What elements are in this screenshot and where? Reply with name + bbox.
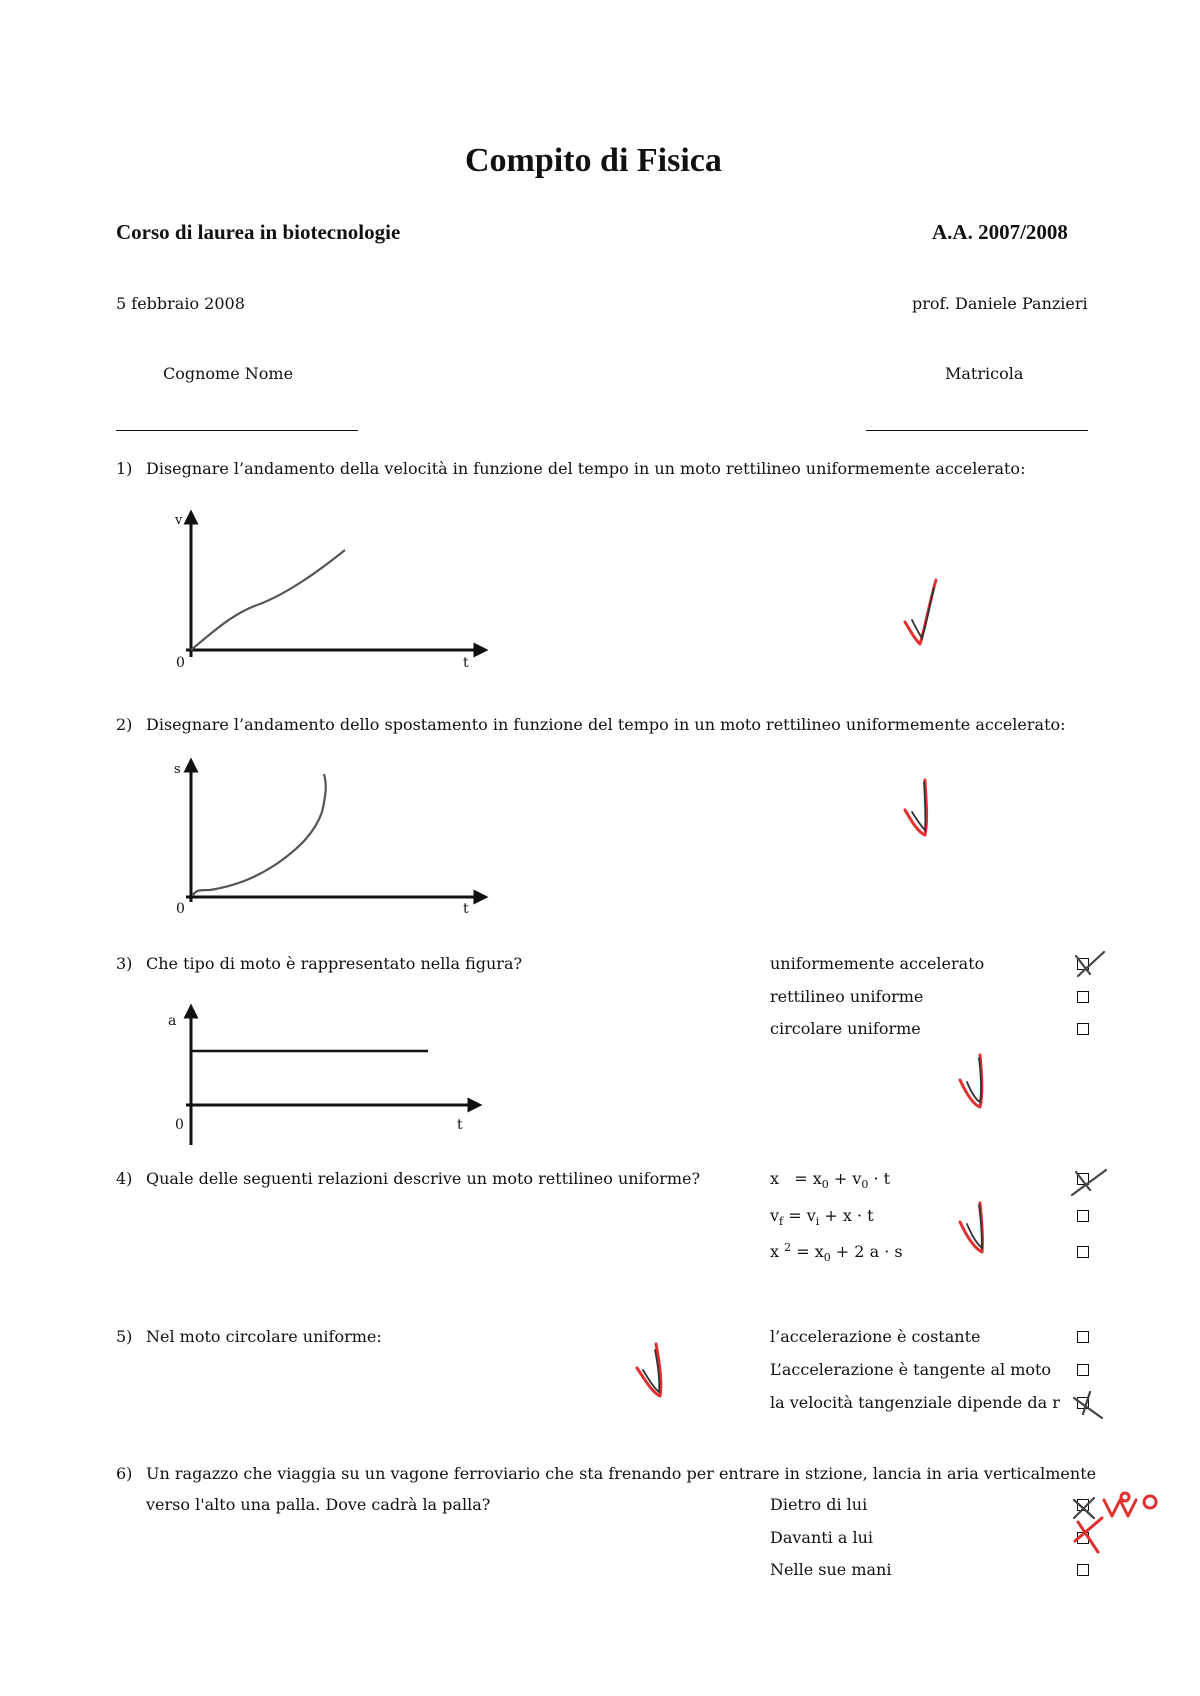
question-6-number: 6) [116,1464,133,1483]
q6-option-2-checkbox[interactable] [1077,1532,1089,1544]
question-2-number: 2) [116,715,133,734]
q5-option-3-checkbox[interactable] [1077,1397,1089,1409]
q1-student-velocity-line [191,550,345,650]
q3-check-overlay [967,1058,981,1102]
q2-check-overlay [912,782,925,830]
q6-option-2-label: Davanti a lui [770,1528,874,1547]
q3-y-axis-label: a [168,1013,177,1029]
question-3-number: 3) [116,954,133,973]
exam-date: 5 febbraio 2008 [116,294,245,313]
q3-option-2-checkbox[interactable] [1077,991,1089,1003]
q2-x-axis-label: t [463,901,469,917]
q1-grader-check-icon [905,580,936,644]
q1-y-axis-label: v [175,513,183,528]
q4-grader-check-icon [960,1203,982,1252]
q4-option-2-formula: $v_f = v_i + x \cdot t$ [770,1206,874,1228]
q1-check-overlay [912,588,934,638]
q5-option-1-label: l’accelerazione è costante [770,1327,981,1346]
q3-origin-label: 0 [175,1117,184,1133]
question-6-text-line-2: verso l'alto una palla. Dove cadrà la palla? [146,1495,491,1514]
question-1-number: 1) [116,459,133,478]
question-1-text: Disegnare l’andamento della velocità in funzione del tempo in un moto rettilineo uniformemente accelerato: [146,459,1026,478]
question-6-text-line-1: Un ragazzo che viaggia su un vagone ferroviario che sta frenando per entrare in stzione, lancia in aria verticalmente [146,1464,1097,1483]
question-5-number: 5) [116,1327,133,1346]
q2-origin-label: 0 [176,901,185,917]
q5-option-3-label: la velocità tangenziale dipende da r [770,1393,1060,1412]
question-4-text: Quale delle seguenti relazioni descrive un moto rettilineo uniforme? [146,1169,701,1188]
question-4-number: 4) [116,1169,133,1188]
q3-option-3-label: circolare uniforme [770,1019,921,1038]
q6-grader-annotation-icon [1104,1493,1156,1516]
q4-option-2-checkbox[interactable] [1077,1210,1089,1222]
q5-option-2-checkbox[interactable] [1077,1364,1089,1376]
q2-displacement-graph [186,762,484,902]
q3-grader-check-icon [960,1055,982,1107]
q5-option-1-checkbox[interactable] [1077,1331,1089,1343]
q3-x-axis-label: t [457,1117,463,1133]
q2-grader-check-icon [905,780,927,835]
student-id-field[interactable] [866,430,1088,431]
question-3-text: Che tipo di moto è rappresentato nella figura? [146,954,523,973]
surname-name-field[interactable] [116,430,358,431]
page-title: Compito di Fisica [465,142,722,179]
q1-x-axis-label: t [463,655,469,671]
q1-origin-label: 0 [176,655,185,671]
q1-velocity-graph [186,514,484,657]
q4-option-1-formula: $x = x_0 + v_0 \cdot t$ [770,1169,891,1191]
q6-option-1-label: Dietro di lui [770,1495,868,1514]
question-5-text: Nel moto circolare uniforme: [146,1327,382,1346]
professor-name: prof. Daniele Panzieri [912,294,1088,313]
surname-name-label: Cognome Nome [163,364,294,383]
q5-check-overlay [643,1350,659,1392]
q5-grader-check-icon [637,1344,661,1396]
q2-student-displacement-curve [193,774,326,895]
q4-option-3-formula: x $^2 = x_0 + 2$ a · s [770,1241,903,1264]
q4-option-1-checkbox[interactable] [1077,1173,1089,1185]
q3-option-1-label: uniformemente accelerato [770,954,985,973]
q3-option-3-checkbox[interactable] [1077,1023,1089,1035]
q5-option-2-label: L’accelerazione è tangente al moto [770,1360,1052,1379]
q3-option-1-checkbox[interactable] [1077,958,1089,970]
q6-option-1-checkbox[interactable] [1077,1499,1089,1511]
q3-acceleration-graph [186,1008,478,1145]
academic-year: A.A. 2007/2008 [932,220,1068,244]
course-name: Corso di laurea in biotecnologie [116,220,401,244]
q3-option-2-label: rettilineo uniforme [770,987,924,1006]
q4-option-3-checkbox[interactable] [1077,1246,1089,1258]
student-id-label: Matricola [945,364,1024,383]
q6-option-3-checkbox[interactable] [1077,1564,1089,1576]
q4-check-overlay [967,1205,982,1248]
question-2-text: Disegnare l’andamento dello spostamento in funzione del tempo in un moto rettilineo uniformemente accelerato: [146,715,1066,734]
q6-option-3-label: Nelle sue mani [770,1560,892,1579]
q2-y-axis-label: s [174,762,181,777]
